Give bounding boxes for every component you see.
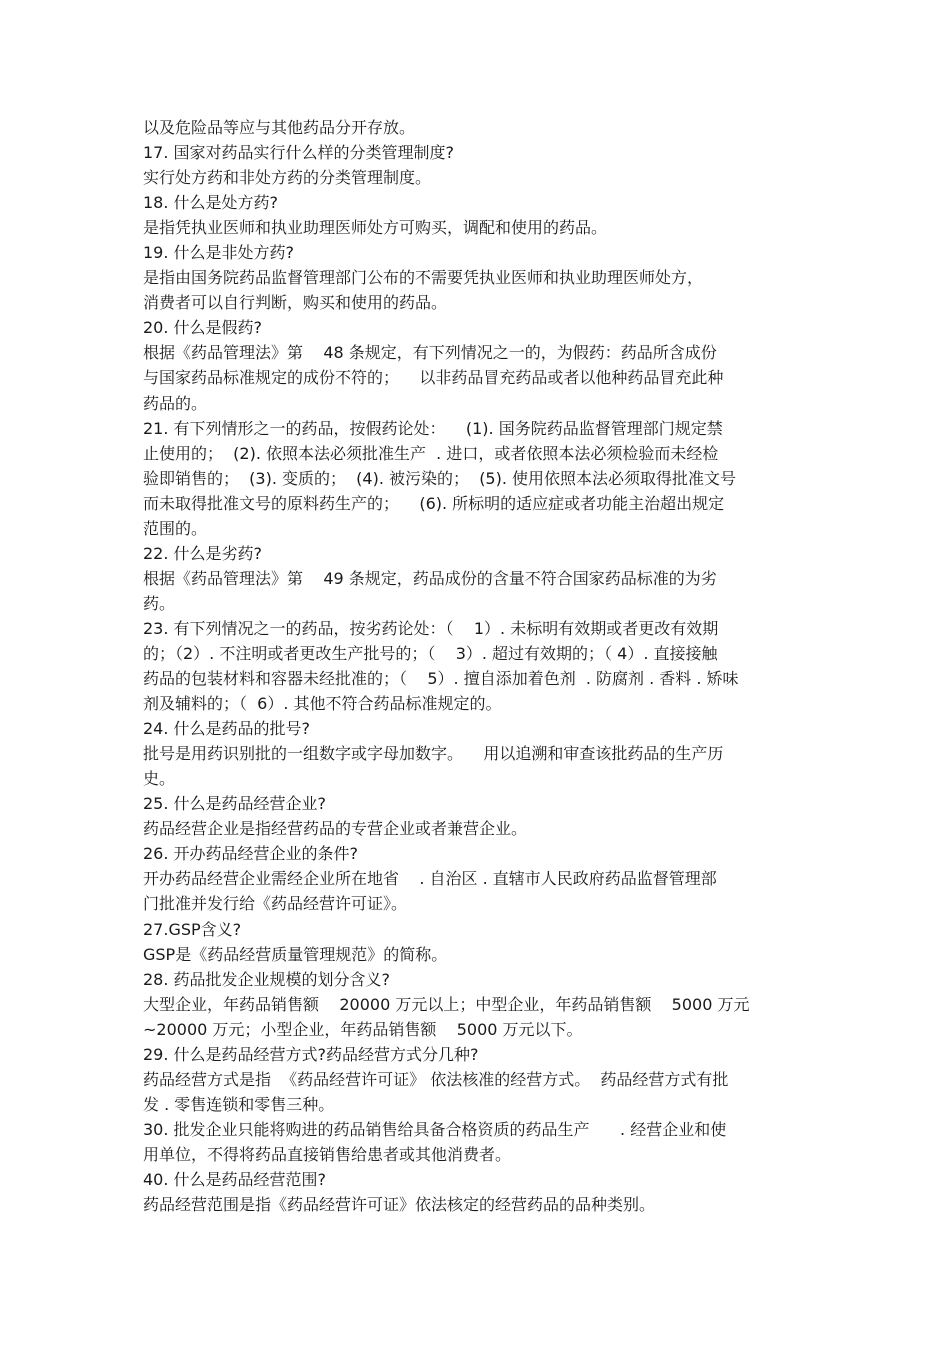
text-line: 止使用的； (2). 依照本法必须批准生产 . 进口，或者依照本法必须检验而未经检: [143, 443, 719, 463]
answer-line: 根据《药品管理法》第 48 条规定，有下列情况之一的，为假药：药品所含成份: [143, 343, 717, 363]
question-line: 27.GSP含义?: [143, 919, 242, 939]
answer-line: 开办药品经营企业需经企业所在地省 . 自治区 . 直辖市人民政府药品监督管理部: [143, 869, 717, 889]
answer-line: 是指凭执业医师和执业助理医师处方可购买，调配和使用的药品。: [143, 218, 608, 238]
answer-line: 史。: [143, 769, 176, 789]
answer-line: 药。: [143, 593, 176, 613]
question-line: 22. 什么是劣药?: [143, 543, 263, 563]
text-line: 用单位，不得将药品直接销售给患者或其他消费者。: [143, 1144, 512, 1164]
answer-line: 根据《药品管理法》第 49 条规定，药品成份的含量不符合国家药品标准的为劣: [143, 568, 717, 588]
question-line: 20. 什么是假药?: [143, 318, 263, 338]
answer-line: 药品经营方式是指 《药品经营许可证》 依法核准的经营方式。 药品经营方式有批: [143, 1069, 729, 1089]
question-line: 40. 什么是药品经营范围?: [143, 1169, 327, 1189]
text-line: 以及危险品等应与其他药品分开存放。: [143, 118, 416, 137]
answer-line: 大型企业，年药品销售额 20000 万元以上；中型企业，年药品销售额 5000 万元: [143, 994, 750, 1014]
answer-line: 药品的。: [143, 393, 208, 413]
answer-line: 发 . 零售连锁和零售三种。: [143, 1094, 335, 1114]
text-line: 的；（2）. 不注明或者更改生产批号的；（ 3）. 超过有效期的；（ 4）. 直接接触: [143, 643, 718, 663]
question-line: 28. 药品批发企业规模的划分含义?: [143, 969, 391, 989]
question-line: 24. 什么是药品的批号?: [143, 719, 311, 739]
answer-line: GSP是《药品经营质量管理规范》的简称。: [143, 944, 448, 964]
question-line: 18. 什么是处方药?: [143, 193, 279, 213]
question-line: 21. 有下列情形之一的药品，按假药论处： (1). 国务院药品监督管理部门规定禁: [143, 418, 723, 438]
answer-line: 实行处方药和非处方药的分类管理制度。: [143, 168, 432, 188]
text-line: 验即销售的； (3). 变质的； (4). 被污染的； (5). 使用依照本法必须取得批准文号: [143, 468, 737, 488]
text-line: 药品的包装材料和容器未经批准的；（ 5）. 擅自添加着色剂 . 防腐剂 . 香料 . 矫味: [143, 669, 739, 689]
answer-line: 与国家药品标准规定的成份不符的； 以非药品冒充药品或者以他种药品冒充此种: [143, 368, 724, 388]
answer-line: 是指由国务院药品监督管理部门公布的不需要凭执业医师和执业助理医师处方，: [143, 268, 704, 288]
text-line: 而未取得批准文号的原料药生产的； (6). 所标明的适应症或者功能主治超出规定: [143, 493, 725, 513]
question-line: 25. 什么是药品经营企业?: [143, 794, 327, 814]
document-body: [143, 115, 823, 1217]
text-line: 范围的。: [143, 518, 208, 538]
answer-line: 批号是用药识别批的一组数字或字母加数字。 用以追溯和审查该批药品的生产历: [143, 744, 724, 764]
answer-line: 消费者可以自行判断，购买和使用的药品。: [143, 293, 448, 313]
question-line: 23. 有下列情况之一的药品，按劣药论处：（ 1）. 未标明有效期或者更改有效期: [143, 618, 719, 638]
answer-line: 门批准并发行给《药品经营许可证》。: [143, 894, 408, 914]
answer-line: 药品经营范围是指《药品经营许可证》依法核定的经营药品的品种类别。: [143, 1195, 656, 1215]
question-line: 26. 开办药品经营企业的条件?: [143, 844, 359, 864]
question-line: 30. 批发企业只能将购进的药品销售给具备合格资质的药品生产 . 经营企业和使: [143, 1119, 727, 1139]
answer-line: ~20000 万元；小型企业，年药品销售额 5000 万元以下。: [143, 1019, 583, 1039]
question-line: 17. 国家对药品实行什么样的分类管理制度?: [143, 143, 455, 163]
text-line: 剂及辅料的；（ 6）. 其他不符合药品标准规定的。: [143, 694, 502, 714]
question-line: 19. 什么是非处方药?: [143, 243, 295, 263]
answer-line: 药品经营企业是指经营药品的专营企业或者兼营企业。: [143, 819, 528, 839]
question-line: 29. 什么是药品经营方式?药品经营方式分几种?: [143, 1044, 479, 1064]
